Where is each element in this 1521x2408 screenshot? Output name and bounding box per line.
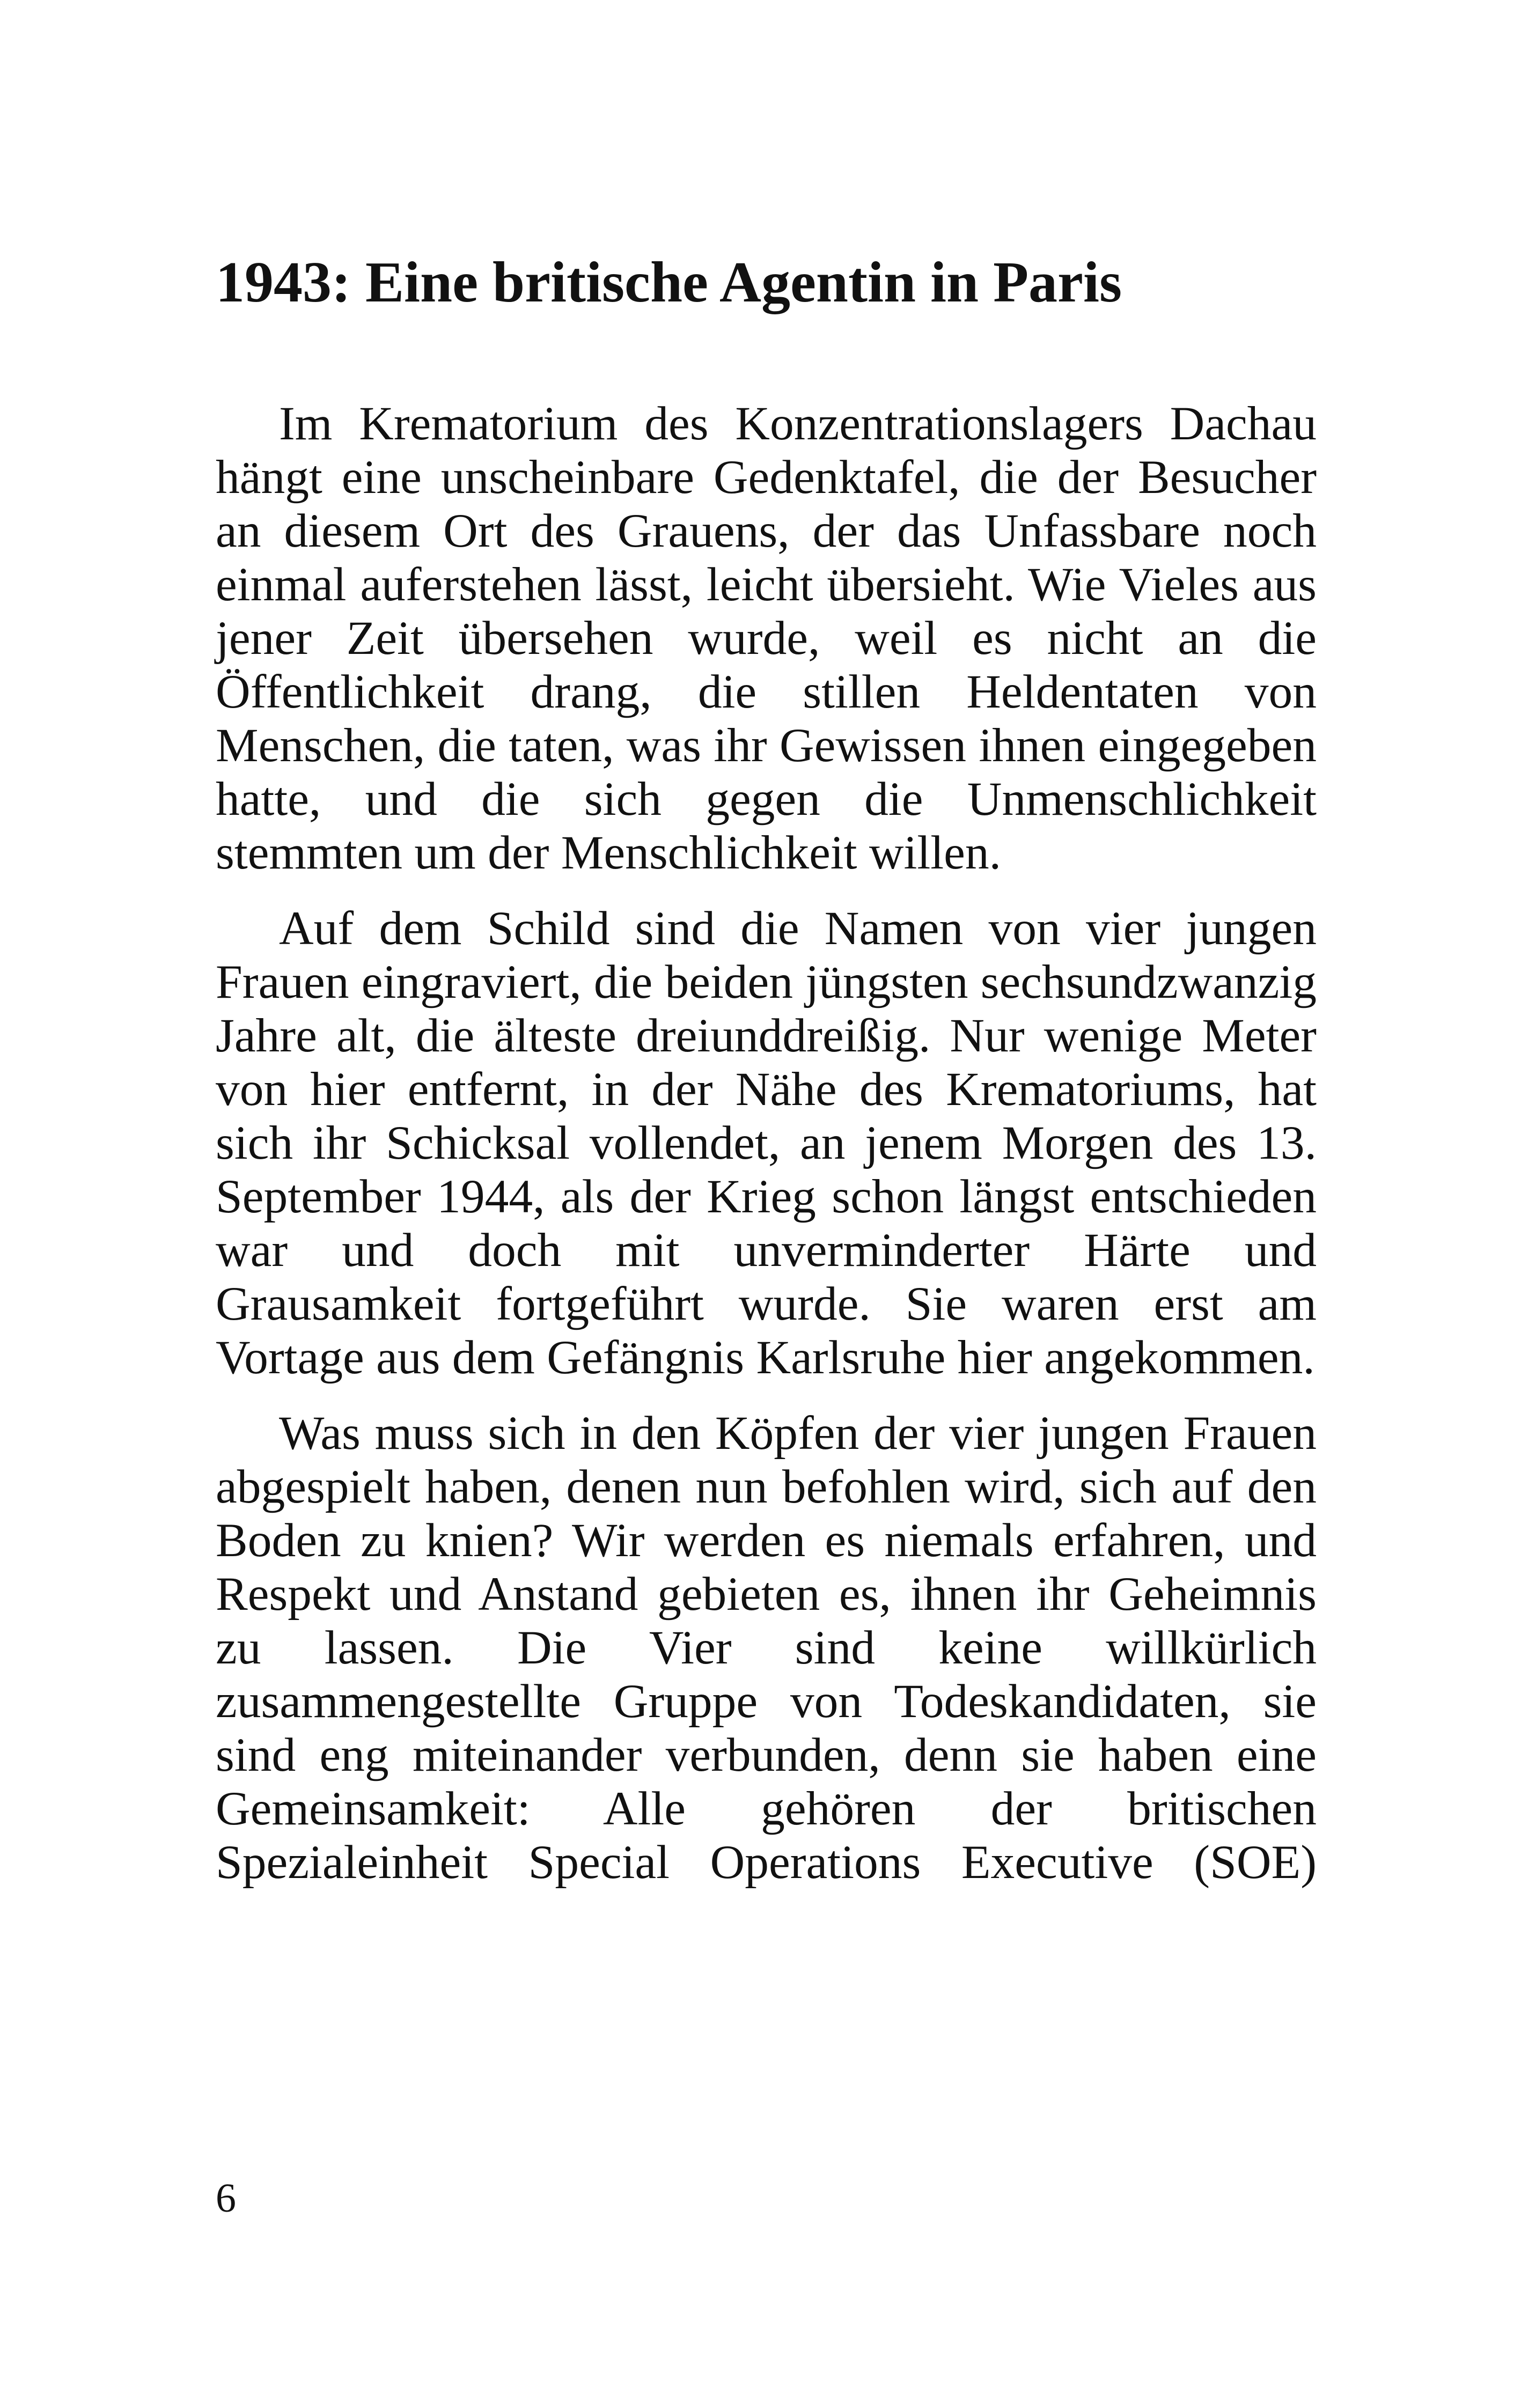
paragraph: Was muss sich in den Köpfen der vier jungen Frauen abgespielt haben, denen nun befohlen wird, sich auf den Boden zu knien? Wir werden es niemals erfahren, und Respekt und Anstand gebieten es, ihnen ihr Geheimnis zu lassen. Die Vier sind keine willkürlich zusammengestellte Gruppe von Todeskandidaten, sie sind eng miteinander verbunden, denn sie haben eine Gemeinsamkeit: Alle gehören der britischen Spezialeinheit Special Operations Executive (SOE) <box>216 1406 1317 1889</box>
page-title: 1943: Eine britische Agentin in Paris <box>216 251 1122 314</box>
body-text <box>216 397 1317 1911</box>
paragraph: Im Krematorium des Konzentrationslagers Dachau hängt eine unscheinbare Gedenktafel, die der Besucher an diesem Ort des Grauens, der das Unfassbare noch einmal auferstehen lässt, leicht übersieht. Wie Vieles aus jener Zeit übersehen wurde, weil es nicht an die Öffentlichkeit drang, die stillen Heldentaten von Menschen, die taten, was ihr Gewissen ihnen eingegeben hatte, und die sich gegen die Unmenschlichkeit stemmten um der Menschlichkeit willen. <box>216 397 1317 879</box>
page-number: 6 <box>216 2176 236 2221</box>
paragraph: Auf dem Schild sind die Namen von vier jungen Frauen eingraviert, die beiden jüngsten sechsundzwanzig Jahre alt, die älteste dreiunddreißig. Nur wenige Meter von hier entfernt, in der Nähe des Krematoriums, hat sich ihr Schicksal vollendet, an jenem Morgen des 13. September 1944, als der Krieg schon längst entschieden war und doch mit unverminderter Härte und Grausamkeit fortgeführt wurde. Sie waren erst am Vortage aus dem Gefängnis Karlsruhe hier angekommen. <box>216 902 1317 1384</box>
